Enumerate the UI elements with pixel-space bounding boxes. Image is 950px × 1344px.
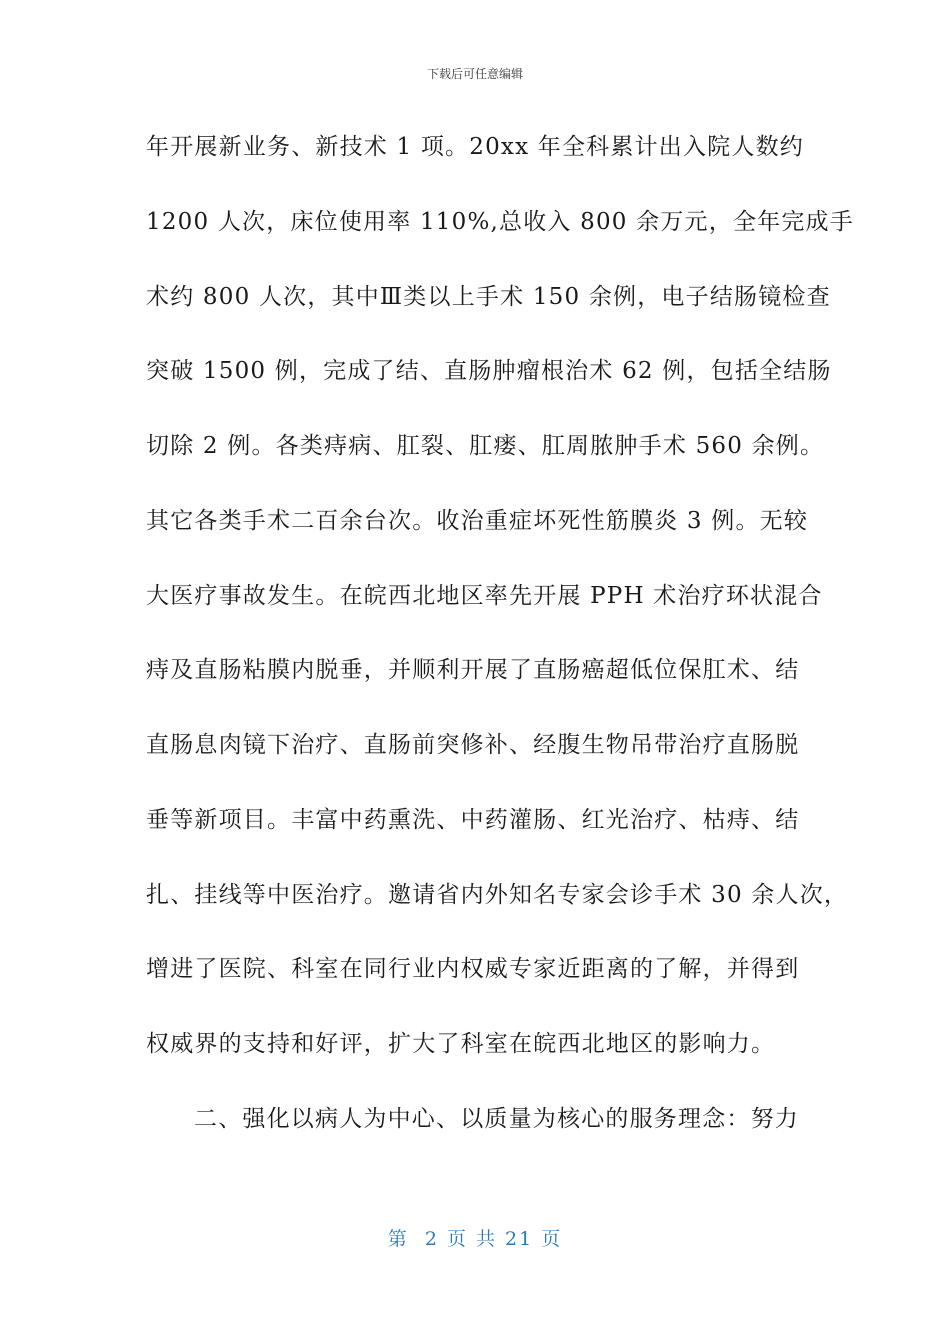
body-line: 其它各类手术二百余台次。收治重症坏死性筋膜炎 3 例。无较 bbox=[146, 508, 809, 534]
body-line: 大医疗事故发生。在皖西北地区率先开展 PPH 术治疗环状混合 bbox=[146, 583, 823, 609]
body-line: 切除 2 例。各类痔病、肛裂、肛瘘、肛周脓肿手术 560 余例。 bbox=[146, 433, 825, 459]
body-line: 增进了医院、科室在同行业内权威专家近距离的了解，并得到 bbox=[146, 956, 800, 982]
body-line: 扎、挂线等中医治疗。邀请省内外知名专家会诊手术 30 余人次， bbox=[146, 882, 849, 908]
body-line: 术约 800 人次，其中Ⅲ类以上手术 150 余例，电子结肠镜检查 bbox=[146, 284, 831, 310]
page-header: 下载后可任意编辑 bbox=[426, 67, 523, 81]
body-line: 痔及直肠粘膜内脱垂，并顺利开展了直肠癌超低位保肛术、结 bbox=[146, 657, 800, 683]
body-line: 1200 人次，床位使用率 110%,总收入 800 余万元，全年完成手 bbox=[146, 209, 854, 235]
section-heading-line: 二、强化以病人为中心、以质量为核心的服务理念：努力 bbox=[194, 1106, 799, 1132]
body-line: 垂等新项目。丰富中药熏洗、中药灌肠、红光治疗、枯痔、结 bbox=[146, 807, 800, 833]
body-line: 权威界的支持和好评，扩大了科室在皖西北地区的影响力。 bbox=[146, 1031, 776, 1057]
body-line: 突破 1500 例，完成了结、直肠肿瘤根治术 62 例，包括全结肠 bbox=[146, 358, 832, 384]
body-line: 年开展新业务、新技术 1 项。20xx 年全科累计出入院人数约 bbox=[146, 134, 804, 160]
page-number-footer: 第 2 页 共 21 页 bbox=[387, 1228, 563, 1250]
body-line: 直肠息肉镜下治疗、直肠前突修补、经腹生物吊带治疗直肠脱 bbox=[146, 732, 800, 758]
